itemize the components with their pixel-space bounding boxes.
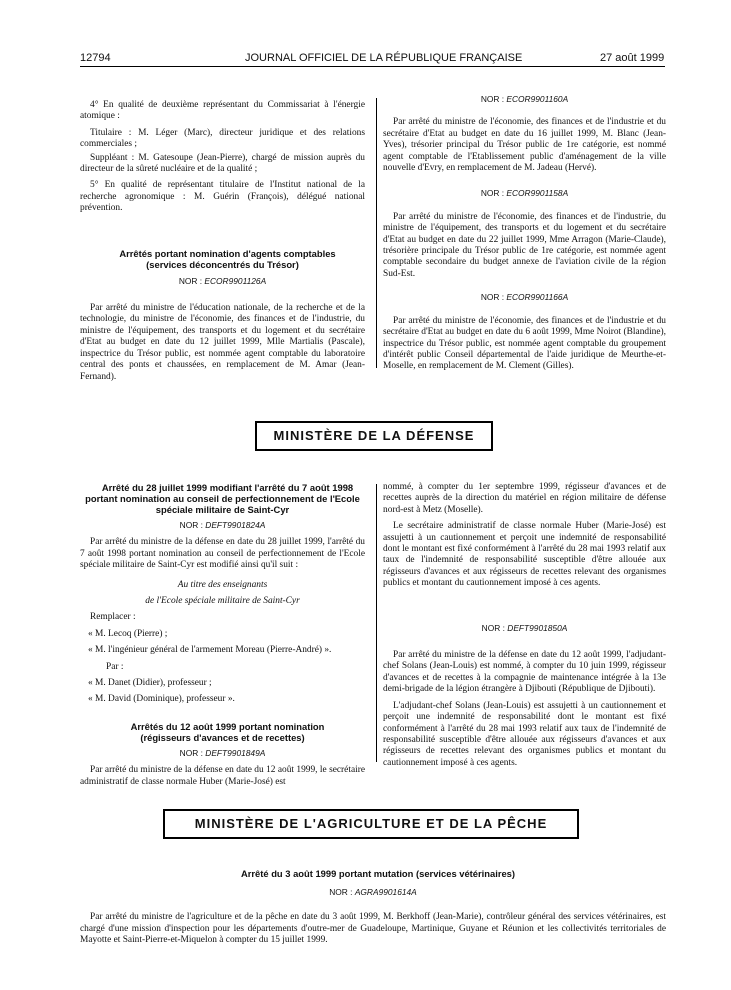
nor-reference	[383, 623, 666, 634]
paragraph: 4° En qualité de deuxième représentant du Commissariat à l'énergie atomique :	[80, 100, 365, 122]
list-item: « M. Danet (Didier), professeur ;	[88, 678, 212, 689]
paragraph: Par arrêté du ministre de l'agriculture et de la pêche en date du 3 août 1999, M. Berkhoff (Jean-Marie), contrôleur général des services vétérinaires, est chargé d'une mission d'inspection pour les départements d'outre-mer de Guadeloupe, Martinique, Guyane et Réunion et les collectivités territoriales de Mayotte et Saint-Pierre-et-Miquelon à compter du 15 juillet 1999.	[80, 912, 666, 946]
nor-reference	[80, 520, 365, 531]
page-number: 12794	[80, 52, 111, 64]
nor-code: ECOR9901158A	[506, 188, 569, 199]
top-left-column	[80, 100, 365, 388]
paragraph: Par arrêté du ministre de l'économie, des finances et de l'industrie et du secrétaire d'Etat au budget en date du 6 août 1999, Mme Noirot (Blandine), inspectrice du Trésor public, est nommée agent comptable du groupement d'intérêt public Conseil départemental de l'aide juridique de Meurthe-et-Moselle, en remplacement de M. Clement (Gilles).	[383, 315, 666, 372]
nor-label: NOR :	[178, 275, 203, 286]
section-title: Arrêté du 3 août 1999 portant mutation (services vétérinaires)	[240, 868, 516, 879]
section-title: Arrêtés portant nomination d'agents comptables (services déconcentrés du Trésor)	[119, 247, 336, 270]
paragraph: nommé, à compter du 1er septembre 1999, régisseur d'avances et de recettes auprès de la direction du matériel en région militaire de défense nord-est à Metz (Moselle).	[383, 482, 666, 515]
paragraph: Par arrêté du ministre de l'économie, des finances et de l'industrie et du secrétaire d'Etat au budget en date du 16 juillet 1999, M. Blanc (Jean-Yves), trésorier principal du Trésor public de 1re catégorie, est nommé agent comptable de l'Etablissement public d'aménagement de la ville nouvelle d'Evry, en remplacement de M. Jadeau (Hervé).	[383, 117, 666, 174]
paragraph: Par arrêté du ministre de la défense en date du 28 juillet 1999, l'arrêté du 7 août 1998 portant nomination au conseil de perfectionnement de l'Ecole spéciale militaire de Saint-Cyr est modifié ainsi qu'il suit :	[80, 537, 365, 571]
section-title: Arrêtés du 12 août 1999 portant nomination (régisseurs d'avances et de recettes)	[130, 720, 325, 743]
nor-code: DEFT9901824A	[205, 520, 266, 530]
nor-reference	[383, 292, 666, 303]
nor-code: ECOR9901126A	[204, 275, 267, 286]
nor-code: ECOR9901166A	[506, 292, 569, 303]
nor-code: DEFT9901849A	[205, 747, 266, 758]
column-divider	[376, 484, 377, 762]
top-right-column	[383, 94, 666, 378]
paragraph: 5° En qualité de représentant titulaire de l'Institut national de la recherche agronomique : M. Guérin (François), délégué national prévention.	[80, 180, 365, 214]
column-divider	[376, 98, 377, 368]
nor-label: NOR :	[481, 622, 505, 633]
list-label: Par :	[106, 661, 124, 672]
nor-reference	[80, 748, 365, 759]
nor-code: ECOR9901160A	[506, 94, 569, 104]
ministry-heading-defense: MINISTÈRE DE LA DÉFENSE	[255, 421, 493, 451]
nor-reference	[80, 887, 666, 898]
list-label: Remplacer :	[90, 612, 136, 623]
nor-label: NOR :	[179, 747, 203, 758]
ministry-heading-agriculture: MINISTÈRE DE L'AGRICULTURE ET DE LA PÊCHE	[163, 809, 579, 839]
nor-reference	[383, 188, 666, 199]
issue-date: 27 août 1999	[600, 52, 665, 64]
header-rule	[80, 66, 665, 67]
nor-reference	[80, 276, 365, 287]
paragraph: Titulaire : M. Léger (Marc), directeur juridique et des relations commerciales ;	[80, 127, 365, 150]
nor-label: NOR :	[329, 887, 353, 897]
nor-code: DEFT9901850A	[507, 622, 568, 633]
list-item: « M. l'ingénieur général de l'armement Moreau (Pierre-André) ».	[88, 645, 332, 656]
mid-right-column	[383, 482, 666, 774]
section-title: Arrêté du 28 juillet 1999 modifiant l'arrêté du 7 août 1998 portant nomination au conseil de perfectionnement de l'Ecole spéciale militaire de Saint-Cyr	[85, 482, 360, 515]
nor-label: NOR :	[480, 94, 505, 104]
italic-heading: de l'Ecole spéciale militaire de Saint-Cyr	[145, 596, 300, 607]
paragraph: Le secrétaire administratif de classe normale Huber (Marie-José) est assujetti à un cautionnement et perçoit une indemnité de responsabilité dont le montant est fixé conformément à l'arrêté du 28 mai 1993 relatif aux taux de l'indemnité de responsabilité susceptible d'être allouée aux régisseurs d'avances et aux régisseurs de recettes relevant des organismes publics et montant du cautionnement imposé à ces agents.	[383, 521, 666, 589]
journal-title: JOURNAL OFFICIEL DE LA RÉPUBLIQUE FRANÇAISE	[245, 52, 523, 64]
nor-reference	[383, 94, 666, 105]
list-item: « M. David (Dominique), professeur ».	[88, 694, 235, 705]
nor-label: NOR :	[480, 188, 505, 199]
paragraph: Par arrêté du ministre de la défense en date du 12 août 1999, l'adjudant-chef Solans (Jean-Louis) est nommé, à compter du 10 juin 1999, régisseur d'avances et de recettes à la compagnie de maintenance intégrée à la 13e demi-brigade de la légion étrangère à Djibouti (République de Djibouti).	[383, 650, 666, 695]
paragraph: Par arrêté du ministre de la défense en date du 12 août 1999, le secrétaire administratif de classe normale Huber (Marie-José) est	[80, 765, 365, 787]
italic-heading: Au titre des enseignants	[177, 579, 268, 590]
bottom-section	[80, 868, 666, 952]
paragraph: Par arrêté du ministre de l'éducation nationale, de la recherche et de la technologie, du ministre de l'économie, des finances et de l'industrie, du ministre de l'équipement, des transports et du logement et du secrétaire d'Etat au budget en date du 12 juillet 1999, Mlle Martialis (Pascale), inspectrice du Trésor public, est nommée agent comptable du laboratoire central des ponts et chaussées, en remplacement de M. Amar (Jean-Fernand).	[80, 303, 365, 382]
nor-label: NOR :	[179, 520, 203, 530]
mid-left-column	[80, 482, 365, 793]
nor-code: AGRA9901614A	[354, 887, 417, 897]
paragraph: L'adjudant-chef Solans (Jean-Louis) est assujetti à un cautionnement et perçoit une indemnité de responsabilité dont le montant est fixé conformément à l'arrêté du 28 mai 1993 relatif aux taux de l'indemnité de responsabilité susceptible d'être allouée aux régisseurs d'avances et aux régisseurs de recettes relevant des organismes publics et montant du cautionnement imposé à ces agents.	[383, 700, 666, 768]
paragraph: Suppléant : M. Gatesoupe (Jean-Pierre), chargé de mission auprès du directeur de la sûreté nucléaire et de la qualité ;	[80, 152, 365, 175]
paragraph: Par arrêté du ministre de l'économie, des finances et de l'industrie, du ministre de l'équipement, des transports et du logement et du secrétaire d'Etat au budget en date du 22 juillet 1999, Mme Arragon (Marie-Claude), trésorière principale du Trésor public de 1re catégorie, est nommée agent comptable secondaire du budget annexe de l'aviation civile de la région Sud-Est.	[383, 211, 666, 279]
list-item: « M. Lecoq (Pierre) ;	[88, 628, 168, 639]
nor-label: NOR :	[480, 292, 505, 303]
